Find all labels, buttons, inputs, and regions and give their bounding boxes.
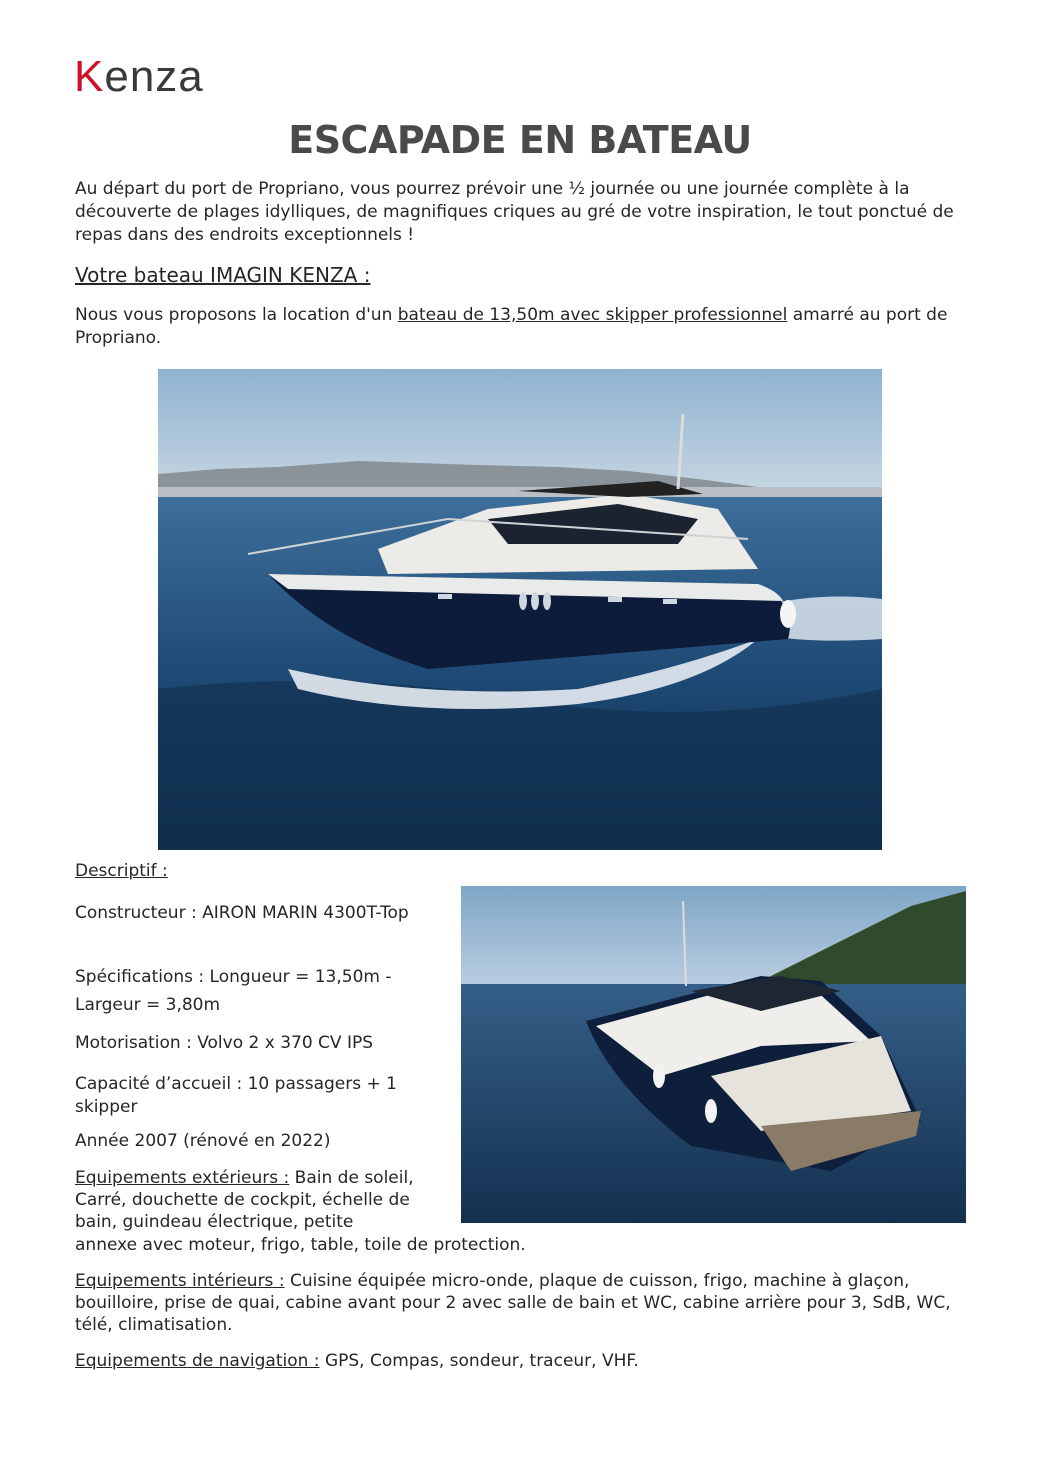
intro-paragraph: Au départ du port de Propriano, vous pourrez prévoir une ½ journée ou une journée complète à la découverte de plages idylliques, de magnifiques criques au gré de votre inspiration, le tout ponctué de repas dans des endroits exceptionnels ! [75,179,954,245]
spec-year: Année 2007 (rénové en 2022) [75,1131,331,1151]
description-heading: Descriptif : [75,861,168,881]
kenza-logo: Kenza [74,52,204,101]
page-title: ESCAPADE EN BATEAU [288,118,752,162]
spec-capacity: Capacité d’accueil : 10 passagers + 1 skipper [75,1074,397,1117]
boat-heading: Votre bateau IMAGIN KENZA : [75,263,371,287]
exterior-equipment: Equipements extérieurs : Bain de soleil, Carré, douchette de cockpit, échelle de bain, guindeau électrique, petite [75,1168,414,1232]
spec-dimensions: Spécifications : Longueur = 13,50m - Largeur = 3,80m [75,967,392,1015]
exterior-equipment-cont: annexe avec moteur, frigo, table, toile de protection. [75,1235,526,1255]
offer-highlight: bateau de 13,50m avec skipper professionnel [397,305,788,325]
interior-equipment: Equipements intérieurs : Cuisine équipée micro-onde, plaque de cuisson, frigo, machine à glaçon, bouilloire, prise de quai, cabine avant pour 2 avec salle de bain et WC, cabine arrière pour 3, SdB, WC, télé, climatisation. [75,1271,951,1335]
spec-builder: Constructeur : AIRON MARIN 4300T-Top [75,903,409,923]
navigation-equipment: Equipements de navigation : GPS, Compas, sondeur, traceur, VHF. [75,1351,639,1371]
spec-engine: Motorisation : Volvo 2 x 370 CV IPS [75,1033,374,1053]
offer-paragraph: Nous vous proposons la location d'un bateau de 13,50m avec skipper professionnel amarré au port de Propriano. [75,305,948,348]
boat-photo-main [158,369,882,850]
boat-photo-stern [461,886,966,1223]
